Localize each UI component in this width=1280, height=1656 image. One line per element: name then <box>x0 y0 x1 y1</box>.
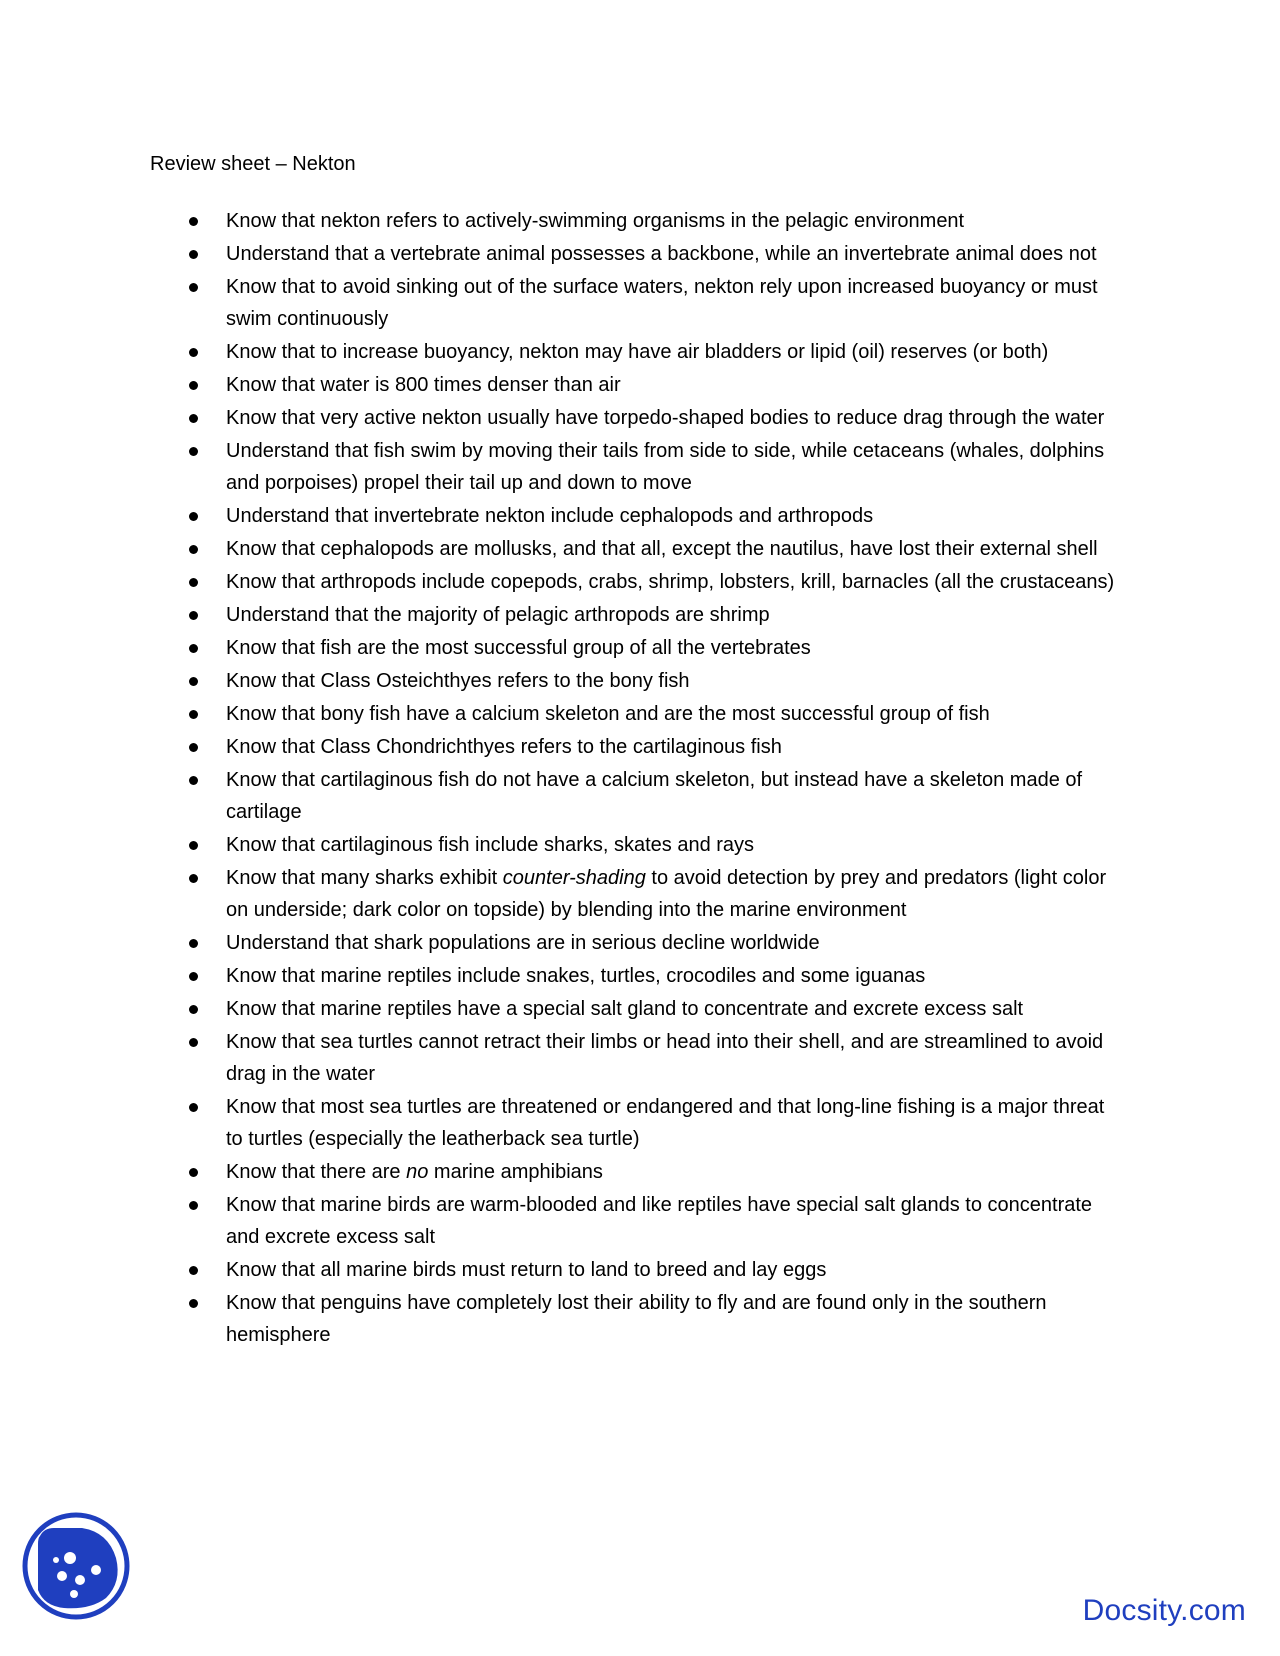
bullet-dot-icon <box>189 447 198 456</box>
bullet-item <box>150 1156 1125 1188</box>
bullet-dot-icon <box>189 545 198 554</box>
bullet-dot-icon <box>189 710 198 719</box>
bullet-dot-icon <box>189 250 198 259</box>
emphasized-text: counter-shading <box>502 867 646 889</box>
bullet-text: Know that Class Osteichthyes refers to the bony fish <box>226 670 690 692</box>
bullet-item <box>150 665 1125 697</box>
bullet-item <box>150 927 1125 959</box>
bullet-item <box>150 731 1125 763</box>
bullet-dot-icon <box>189 1103 198 1112</box>
bullet-text: Know that marine reptiles have a special salt gland to concentrate and excrete excess salt <box>226 998 1024 1020</box>
bullet-item <box>150 402 1125 434</box>
document-title: Review sheet – Nekton <box>150 153 356 175</box>
bullet-dot-icon <box>189 677 198 686</box>
bullet-item <box>150 599 1125 631</box>
bullet-dot-icon <box>189 841 198 850</box>
bullet-dot-icon <box>189 972 198 981</box>
bullet-item <box>150 369 1125 401</box>
bullet-dot-icon <box>189 1299 198 1308</box>
bullet-item <box>150 829 1125 861</box>
emphasized-text: no <box>406 1161 429 1183</box>
bullet-dot-icon <box>189 939 198 948</box>
bullet-text: Know that fish are the most successful group of all the vertebrates <box>226 637 811 659</box>
bullet-dot-icon <box>189 578 198 587</box>
bullet-dot-icon <box>189 776 198 785</box>
bullet-dot-icon <box>189 874 198 883</box>
bullet-dot-icon <box>189 1266 198 1275</box>
bullet-item <box>150 566 1125 598</box>
bullet-text: Know that cephalopods are mollusks, and that all, except the nautilus, have lost their external shell <box>226 538 1098 560</box>
bullet-text: Know that arthropods include copepods, crabs, shrimp, lobsters, krill, barnacles (all the crustaceans) <box>226 571 1115 593</box>
bullet-dot-icon <box>189 743 198 752</box>
bullet-text: Know that many sharks exhibit <box>226 867 503 889</box>
bullet-dot-icon <box>189 1168 198 1177</box>
bullet-dot-icon <box>189 283 198 292</box>
bullet-text: Know that bony fish have a calcium skeleton and are the most successful group of fish <box>226 703 990 725</box>
bullet-text: Know that there are <box>226 1161 407 1183</box>
bullet-item <box>150 1254 1125 1286</box>
bullet-item <box>150 500 1125 532</box>
bullet-list <box>150 205 1125 1352</box>
bullet-item <box>150 993 1125 1025</box>
bullet-text: to avoid detection by prey and predators (light color on underside; dark color on topside) by blending into the marine environment <box>226 867 1107 921</box>
bullet-item <box>150 1026 1125 1090</box>
bullet-item <box>150 533 1125 565</box>
bullet-text: Know that to increase buoyancy, nekton may have air bladders or lipid (oil) reserves (or both) <box>226 341 1049 363</box>
bullet-item <box>150 632 1125 664</box>
bullet-text: Understand that a vertebrate animal possesses a backbone, while an invertebrate animal does not <box>226 243 1097 265</box>
bullet-text: Know that nekton refers to actively-swimming organisms in the pelagic environment <box>226 210 965 232</box>
bullet-text: Know that penguins have completely lost their ability to fly and are found only in the southern hemisphere <box>226 1292 1047 1346</box>
bullet-text: Understand that fish swim by moving their tails from side to side, while cetaceans (whales, dolphins and porpoises) propel their tail up and down to move <box>226 440 1105 494</box>
bullet-text: Know that most sea turtles are threatened or endangered and that long-line fishing is a major threat to turtles (especially the leatherback sea turtle) <box>226 1096 1105 1150</box>
docsity-brand-link[interactable]: Docsity.com <box>1082 1594 1246 1627</box>
bullet-item <box>150 1091 1125 1155</box>
bullet-item <box>150 764 1125 828</box>
bullet-dot-icon <box>189 217 198 226</box>
bullet-text: Know that all marine birds must return to land to breed and lay eggs <box>226 1259 827 1281</box>
bullet-item <box>150 1287 1125 1351</box>
docsity-logo-icon[interactable] <box>20 1510 132 1622</box>
bullet-item <box>150 862 1125 926</box>
bullet-dot-icon <box>189 611 198 620</box>
bullet-item <box>150 238 1125 270</box>
bullet-dot-icon <box>189 414 198 423</box>
bullet-text: Know that sea turtles cannot retract their limbs or head into their shell, and are streamlined to avoid drag in the water <box>226 1031 1104 1085</box>
bullet-dot-icon <box>189 1038 198 1047</box>
bullet-item <box>150 1189 1125 1253</box>
bullet-dot-icon <box>189 1201 198 1210</box>
bullet-text: Know that to avoid sinking out of the surface waters, nekton rely upon increased buoyancy or must swim continuously <box>226 276 1098 330</box>
bullet-text: Know that marine birds are warm-blooded and like reptiles have special salt glands to concentrate and excrete excess salt <box>226 1194 1093 1248</box>
bullet-item <box>150 435 1125 499</box>
bullet-item <box>150 205 1125 237</box>
bullet-item <box>150 271 1125 335</box>
bullet-dot-icon <box>189 381 198 390</box>
bullet-dot-icon <box>189 348 198 357</box>
bullet-dot-icon <box>189 1005 198 1014</box>
bullet-dot-icon <box>189 644 198 653</box>
bullet-text: Understand that the majority of pelagic arthropods are shrimp <box>226 604 770 626</box>
bullet-text: Know that Class Chondrichthyes refers to the cartilaginous fish <box>226 736 782 758</box>
bullet-text: Understand that invertebrate nekton include cephalopods and arthropods <box>226 505 874 527</box>
bullet-text: Know that very active nekton usually have torpedo-shaped bodies to reduce drag through the water <box>226 407 1105 429</box>
bullet-item <box>150 336 1125 368</box>
bullet-text: marine amphibians <box>428 1161 603 1183</box>
bullet-text: Know that cartilaginous fish include sharks, skates and rays <box>226 834 755 856</box>
bullet-text: Know that marine reptiles include snakes, turtles, crocodiles and some iguanas <box>226 965 926 987</box>
bullet-dot-icon <box>189 512 198 521</box>
bullet-text: Understand that shark populations are in serious decline worldwide <box>226 932 820 954</box>
bullet-item <box>150 960 1125 992</box>
bullet-text: Know that cartilaginous fish do not have a calcium skeleton, but instead have a skeleton made of cartilage <box>226 769 1083 823</box>
bullet-item <box>150 698 1125 730</box>
bullet-text: Know that water is 800 times denser than air <box>226 374 621 396</box>
